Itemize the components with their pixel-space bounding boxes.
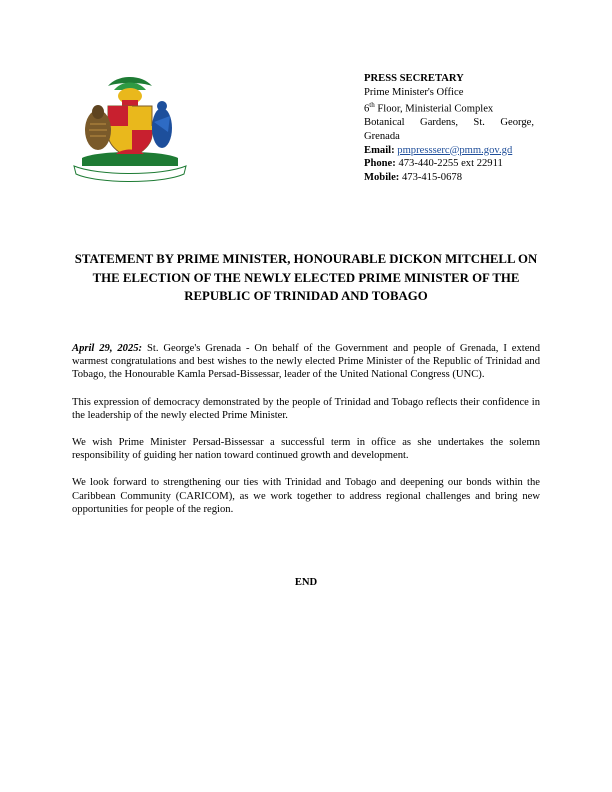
paragraph-2: This expression of democracy demonstrated by the people of Trinidad and Tobago reflects their confidence in the leadership of the newly elected Prime Minister. — [72, 396, 540, 421]
office-address: Botanical Gardens, St. George, — [364, 117, 534, 129]
statement-date: April 29, 2025: — [72, 343, 143, 354]
office-floor: 6th Floor, Ministerial Complex — [364, 101, 494, 115]
email-line: Email: pmpressserc@pmm.gov.gd — [364, 144, 513, 156]
office-city: Grenada — [364, 130, 400, 142]
phone-line: Phone: 473-440-2255 ext 22911 — [364, 158, 503, 170]
paragraph-3: We wish Prime Minister Persad-Bissessar a successful term in office as she undertakes the solemn responsibility of guiding her nation toward continued growth and development. — [72, 437, 540, 462]
statement-body — [72, 342, 540, 530]
statement-title: STATEMENT BY PRIME MINISTER, HONOURABLE DICKON MITCHELL ON THE ELECTION OF THE NEWLY ELECTED PRIME MINISTER OF THE REPUBLIC OF TRINIDAD AND TOBAGO — [74, 252, 538, 303]
email-link[interactable]: pmpressserc@pmm.gov.gd — [397, 144, 513, 156]
paragraph-1: April 29, 2025: St. George's Grenada - On behalf of the Government and people of Grenada, I extend warmest congratulations and best wishes to the newly elected Prime Minister of the Republic of Trinidad and Tobago, the Honourable Kamla Persad-Bissessar, leader of the United National Congress (UNC). — [72, 343, 540, 381]
coat-of-arms-icon — [68, 72, 192, 184]
office-name: Prime Minister's Office — [364, 86, 464, 98]
contact-block — [364, 72, 534, 184]
end-marker: END — [294, 577, 318, 588]
mobile-line: Mobile: 473-415-0678 — [364, 171, 462, 183]
office-title: PRESS SECRETARY — [364, 73, 464, 84]
paragraph-4: We look forward to strengthening our ties with Trinidad and Tobago and deepening our bonds within the Caribbean Community (CARICOM), as we work together to address regional challenges and bring new opportunities for people of the region. — [72, 477, 540, 515]
